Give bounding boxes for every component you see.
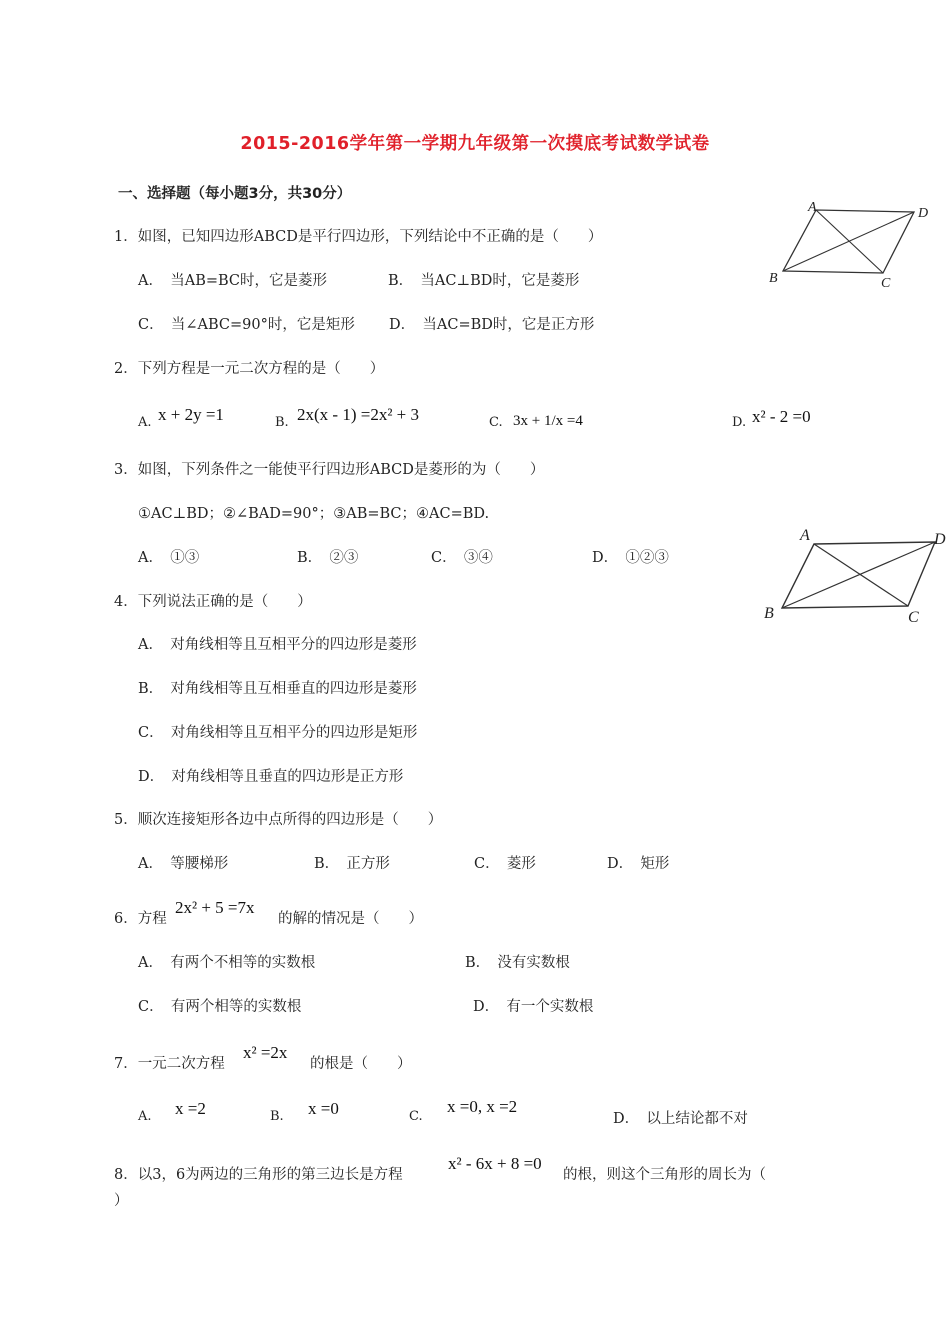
question-6-stem-start: 6．方程 (114, 911, 167, 927)
question-7-option-b: B. (270, 1109, 284, 1124)
question-8-stem-end: 的根，则这个三角形的周长为（ (563, 1167, 766, 1183)
question-1-stem: 1．如图，已知四边形ABCD是平行四边形，下列结论中不正确的是（ ） (114, 229, 603, 245)
question-5-option-c: C． 菱形 (474, 856, 536, 872)
question-1-option-b: B． 当AC⊥BD时，它是菱形 (388, 273, 580, 289)
question-7-option-c: C. (409, 1109, 423, 1124)
question-3-option-d: D． ①②③ (592, 550, 669, 566)
vertex-label-d: D (918, 206, 929, 221)
question-3-option-a: A． ①③ (138, 550, 200, 566)
question-1-option-c: C． 当∠ABC=90°时，它是矩形 (138, 317, 355, 333)
question-3-option-c: C． ③④ (431, 550, 493, 566)
question-7-option-d: D． 以上结论都不对 (613, 1111, 748, 1127)
question-7-formula-c: x =0, x =2 (447, 1097, 518, 1116)
vertex-label-b: B (764, 605, 774, 622)
question-4-option-b: B． 对角线相等且互相垂直的四边形是菱形 (138, 681, 417, 697)
question-4-stem: 4．下列说法正确的是（ ） (114, 594, 312, 610)
parallelogram-figure-2 (758, 522, 950, 632)
question-8-stem-close: ） (114, 1193, 129, 1209)
question-6-option-d: D． 有一个实数根 (473, 999, 594, 1015)
question-8-formula: x² - 6x + 8 =0 (448, 1154, 542, 1173)
question-7-stem-start: 7．一元二次方程 (114, 1056, 225, 1072)
question-6-option-a: A． 有两个不相等的实数根 (138, 955, 316, 971)
diagonal-bd (783, 212, 914, 271)
question-2-option-b: B. (275, 415, 289, 430)
question-2-option-a: A. (138, 415, 152, 430)
question-3-option-b: B． ②③ (297, 550, 359, 566)
question-7-stem-end: 的根是（ ） (310, 1056, 412, 1072)
question-7-formula-b: x =0 (308, 1099, 339, 1118)
question-1-option-a: A． 当AB=BC时，它是菱形 (138, 273, 328, 289)
question-6-stem-end: 的解的情况是（ ） (278, 911, 423, 927)
section-heading: 一、选择题（每小题3分，共30分） (118, 186, 352, 202)
parallelogram-figure-1 (764, 198, 936, 290)
question-4-option-d: D． 对角线相等且垂直的四边形是正方形 (138, 769, 404, 785)
question-5-option-d: D． 矩形 (607, 856, 670, 872)
question-4-option-a: A． 对角线相等且互相平分的四边形是菱形 (138, 637, 417, 653)
question-7-formula-a: x =2 (175, 1099, 206, 1118)
question-2-formula-a: x + 2y =1 (158, 405, 224, 424)
question-2-option-d: D. (732, 415, 747, 430)
question-7-formula: x² =2x (243, 1043, 288, 1062)
question-3-stem: 3．如图，下列条件之一能使平行四边形ABCD是菱形的为（ ） (114, 462, 545, 478)
question-4-option-c: C． 对角线相等且互相平分的四边形是矩形 (138, 725, 418, 741)
vertex-label-b: B (769, 271, 778, 286)
vertex-label-c: C (881, 276, 891, 290)
question-3-conditions: ①AC⊥BD；②∠BAD=90°；③AB=BC；④AC=BD. (138, 506, 490, 522)
question-6-formula: 2x² + 5 =7x (175, 898, 255, 917)
question-5-option-b: B． 正方形 (314, 856, 390, 872)
question-2-formula-d: x² - 2 =0 (752, 407, 811, 426)
question-2-formula-c: 3x + 1/x =4 (513, 413, 583, 429)
page-title: 2015-2016学年第一学期九年级第一次摸底考试数学试卷 (240, 134, 710, 154)
question-2-option-c: C. (489, 415, 503, 430)
vertex-label-c: C (908, 609, 919, 626)
question-6-option-b: B． 没有实数根 (465, 955, 570, 971)
diagonal-ac (814, 544, 908, 606)
question-7-option-a: A. (138, 1109, 152, 1124)
question-5-option-a: A． 等腰梯形 (138, 856, 229, 872)
question-6-option-c: C． 有两个相等的实数根 (138, 999, 302, 1015)
question-1-option-d: D． 当AC=BD时，它是正方形 (389, 317, 595, 333)
question-2-formula-b: 2x(x - 1) =2x² + 3 (297, 405, 420, 424)
question-5-stem: 5．顺次连接矩形各边中点所得的四边形是（ ） (114, 812, 443, 828)
question-8-stem-start: 8．以3，6为两边的三角形的第三边长是方程 (114, 1167, 403, 1183)
vertex-label-a: A (800, 527, 810, 544)
vertex-label-a: A (808, 200, 817, 215)
question-2-stem: 2．下列方程是一元二次方程的是（ ） (114, 361, 385, 377)
vertex-label-d: D (934, 531, 946, 548)
